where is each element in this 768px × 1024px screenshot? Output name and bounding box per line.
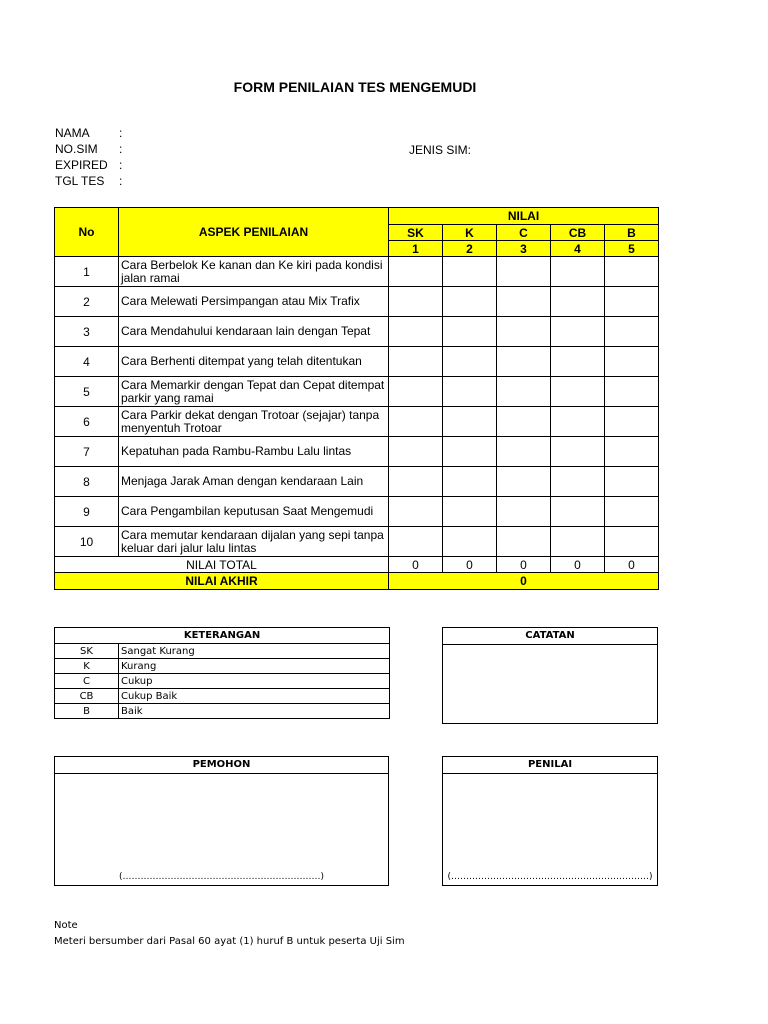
score-cell[interactable] bbox=[389, 497, 443, 527]
score-cell[interactable] bbox=[551, 287, 605, 317]
score-cell[interactable] bbox=[443, 257, 497, 287]
score-cell[interactable] bbox=[389, 347, 443, 377]
keterangan-row bbox=[55, 674, 390, 689]
grade-code: K bbox=[443, 225, 497, 241]
score-cell[interactable] bbox=[443, 497, 497, 527]
row-number: 3 bbox=[55, 317, 119, 347]
score-cell[interactable] bbox=[551, 467, 605, 497]
row-number: 8 bbox=[55, 467, 119, 497]
row-number: 10 bbox=[55, 527, 119, 557]
akhir-label: NILAI AKHIR bbox=[55, 573, 389, 590]
total-row bbox=[55, 557, 659, 573]
score-cell[interactable] bbox=[605, 347, 659, 377]
row-aspek: Kepatuhan pada Rambu-Rambu Lalu lintas bbox=[119, 437, 389, 467]
assessment-rows bbox=[55, 257, 659, 557]
grade-value: 2 bbox=[443, 241, 497, 257]
score-cell[interactable] bbox=[389, 467, 443, 497]
score-cell[interactable] bbox=[443, 377, 497, 407]
info-label: EXPIRED bbox=[55, 158, 108, 172]
score-cell[interactable] bbox=[605, 467, 659, 497]
total-value: 0 bbox=[551, 557, 605, 573]
score-cell[interactable] bbox=[389, 407, 443, 437]
grade-value: 1 bbox=[389, 241, 443, 257]
row-number: 2 bbox=[55, 287, 119, 317]
score-cell[interactable] bbox=[443, 347, 497, 377]
score-cell[interactable] bbox=[497, 407, 551, 437]
score-cell[interactable] bbox=[605, 317, 659, 347]
row-number: 6 bbox=[55, 407, 119, 437]
score-cell[interactable] bbox=[389, 287, 443, 317]
applicant-info bbox=[55, 125, 122, 189]
form-title: FORM PENILAIAN TES MENGEMUDI bbox=[233, 79, 477, 95]
total-value: 0 bbox=[389, 557, 443, 573]
score-cell[interactable] bbox=[605, 527, 659, 557]
score-cell[interactable] bbox=[605, 377, 659, 407]
score-cell[interactable] bbox=[551, 497, 605, 527]
note bbox=[54, 918, 405, 950]
assessment-row bbox=[55, 467, 659, 497]
info-sep: : bbox=[119, 126, 123, 140]
info-label: TGL TES bbox=[55, 174, 105, 188]
score-cell[interactable] bbox=[443, 287, 497, 317]
keterangan-code: K bbox=[55, 659, 119, 674]
jenis-sim-label: JENIS SIM: bbox=[409, 143, 472, 157]
info-row-tgltes bbox=[55, 173, 122, 189]
score-cell[interactable] bbox=[443, 467, 497, 497]
row-aspek: Cara Melewati Persimpangan atau Mix Trafix bbox=[119, 287, 389, 317]
assessment-row bbox=[55, 287, 659, 317]
note-text: Meteri bersumber dari Pasal 60 ayat (1) huruf B untuk peserta Uji Sim bbox=[54, 936, 405, 947]
pemohon-signature-line: (…………………………………………………………) bbox=[118, 872, 325, 882]
grade-code: SK bbox=[389, 225, 443, 241]
score-cell[interactable] bbox=[605, 407, 659, 437]
total-value: 0 bbox=[497, 557, 551, 573]
score-cell[interactable] bbox=[497, 527, 551, 557]
assessment-row bbox=[55, 527, 659, 557]
keterangan-code: C bbox=[55, 674, 119, 689]
grade-value: 3 bbox=[497, 241, 551, 257]
row-number: 4 bbox=[55, 347, 119, 377]
info-row-nama bbox=[55, 125, 122, 141]
header-nilai: NILAI bbox=[389, 208, 659, 225]
row-aspek: Cara memutar kendaraan dijalan yang sepi tanpa keluar dari jalur lalu lintas bbox=[119, 527, 389, 557]
row-number: 7 bbox=[55, 437, 119, 467]
score-cell[interactable] bbox=[605, 287, 659, 317]
header-no: No bbox=[55, 208, 119, 257]
score-cell[interactable] bbox=[497, 317, 551, 347]
grade-code: C bbox=[497, 225, 551, 241]
total-value: 0 bbox=[443, 557, 497, 573]
grade-value: 5 bbox=[605, 241, 659, 257]
header-aspek: ASPEK PENILAIAN bbox=[119, 208, 389, 257]
info-sep: : bbox=[119, 158, 123, 172]
score-cell[interactable] bbox=[443, 527, 497, 557]
score-cell[interactable] bbox=[605, 257, 659, 287]
penilai-box bbox=[442, 756, 658, 886]
row-aspek: Cara Memarkir dengan Tepat dan Cepat ditempat parkir yang ramai bbox=[119, 377, 389, 407]
row-aspek: Cara Berbelok Ke kanan dan Ke kiri pada kondisi jalan ramai bbox=[119, 257, 389, 287]
info-row-expired bbox=[55, 157, 122, 173]
assessment-row bbox=[55, 407, 659, 437]
score-cell[interactable] bbox=[497, 437, 551, 467]
keterangan-row bbox=[55, 644, 390, 659]
keterangan-table bbox=[54, 627, 390, 719]
score-cell[interactable] bbox=[551, 257, 605, 287]
score-cell[interactable] bbox=[551, 317, 605, 347]
grade-code: CB bbox=[551, 225, 605, 241]
row-number: 1 bbox=[55, 257, 119, 287]
assessment-row bbox=[55, 437, 659, 467]
info-row-nosim bbox=[55, 141, 122, 157]
pemohon-box bbox=[54, 756, 389, 886]
keterangan-code: CB bbox=[55, 689, 119, 704]
score-cell[interactable] bbox=[497, 467, 551, 497]
akhir-row bbox=[55, 573, 659, 590]
assessment-table bbox=[54, 207, 659, 590]
assessment-row bbox=[55, 257, 659, 287]
score-cell[interactable] bbox=[605, 497, 659, 527]
info-sep: : bbox=[119, 174, 123, 188]
keterangan-desc: Sangat Kurang bbox=[119, 644, 390, 659]
keterangan-desc: Cukup Baik bbox=[119, 689, 390, 704]
keterangan-desc: Cukup bbox=[119, 674, 390, 689]
score-cell[interactable] bbox=[497, 497, 551, 527]
row-aspek: Cara Parkir dekat dengan Trotoar (sejajar) tanpa menyentuh Trotoar bbox=[119, 407, 389, 437]
akhir-value: 0 bbox=[389, 573, 659, 590]
keterangan-row bbox=[55, 704, 390, 719]
grade-code: B bbox=[605, 225, 659, 241]
keterangan-row bbox=[55, 659, 390, 674]
score-cell[interactable] bbox=[551, 377, 605, 407]
score-cell[interactable] bbox=[389, 437, 443, 467]
score-cell[interactable] bbox=[389, 257, 443, 287]
row-aspek: Cara Pengambilan keputusan Saat Mengemudi bbox=[119, 497, 389, 527]
assessment-row bbox=[55, 497, 659, 527]
score-cell[interactable] bbox=[551, 437, 605, 467]
row-number: 5 bbox=[55, 377, 119, 407]
row-aspek: Cara Berhenti ditempat yang telah ditentukan bbox=[119, 347, 389, 377]
score-cell[interactable] bbox=[551, 407, 605, 437]
pemohon-title: PEMOHON bbox=[55, 757, 388, 774]
catatan-title: CATATAN bbox=[443, 628, 657, 645]
score-cell[interactable] bbox=[551, 347, 605, 377]
grade-value: 4 bbox=[551, 241, 605, 257]
catatan-box bbox=[442, 627, 658, 724]
penilai-signature-line: (…………………………………………………………) bbox=[447, 872, 653, 882]
keterangan-desc: Kurang bbox=[119, 659, 390, 674]
score-cell[interactable] bbox=[497, 287, 551, 317]
assessment-row bbox=[55, 317, 659, 347]
row-aspek: Cara Mendahului kendaraan lain dengan Tepat bbox=[119, 317, 389, 347]
assessment-row bbox=[55, 377, 659, 407]
keterangan-desc: Baik bbox=[119, 704, 390, 719]
info-label: NO.SIM bbox=[55, 142, 98, 156]
assessment-row bbox=[55, 347, 659, 377]
info-label: NAMA bbox=[55, 126, 90, 140]
score-cell[interactable] bbox=[497, 347, 551, 377]
keterangan-code: SK bbox=[55, 644, 119, 659]
total-label: NILAI TOTAL bbox=[55, 557, 389, 573]
score-cell[interactable] bbox=[605, 437, 659, 467]
score-cell[interactable] bbox=[389, 527, 443, 557]
keterangan-title: KETERANGAN bbox=[55, 628, 390, 644]
info-sep: : bbox=[119, 142, 123, 156]
score-cell[interactable] bbox=[551, 527, 605, 557]
row-number: 9 bbox=[55, 497, 119, 527]
score-cell[interactable] bbox=[443, 407, 497, 437]
note-title: Note bbox=[54, 920, 78, 931]
score-cell[interactable] bbox=[497, 377, 551, 407]
row-aspek: Menjaga Jarak Aman dengan kendaraan Lain bbox=[119, 467, 389, 497]
keterangan-code: B bbox=[55, 704, 119, 719]
penilai-title: PENILAI bbox=[443, 757, 657, 774]
keterangan-row bbox=[55, 689, 390, 704]
score-cell[interactable] bbox=[389, 317, 443, 347]
score-cell[interactable] bbox=[443, 317, 497, 347]
total-value: 0 bbox=[605, 557, 659, 573]
score-cell[interactable] bbox=[497, 257, 551, 287]
score-cell[interactable] bbox=[389, 377, 443, 407]
score-cell[interactable] bbox=[443, 437, 497, 467]
